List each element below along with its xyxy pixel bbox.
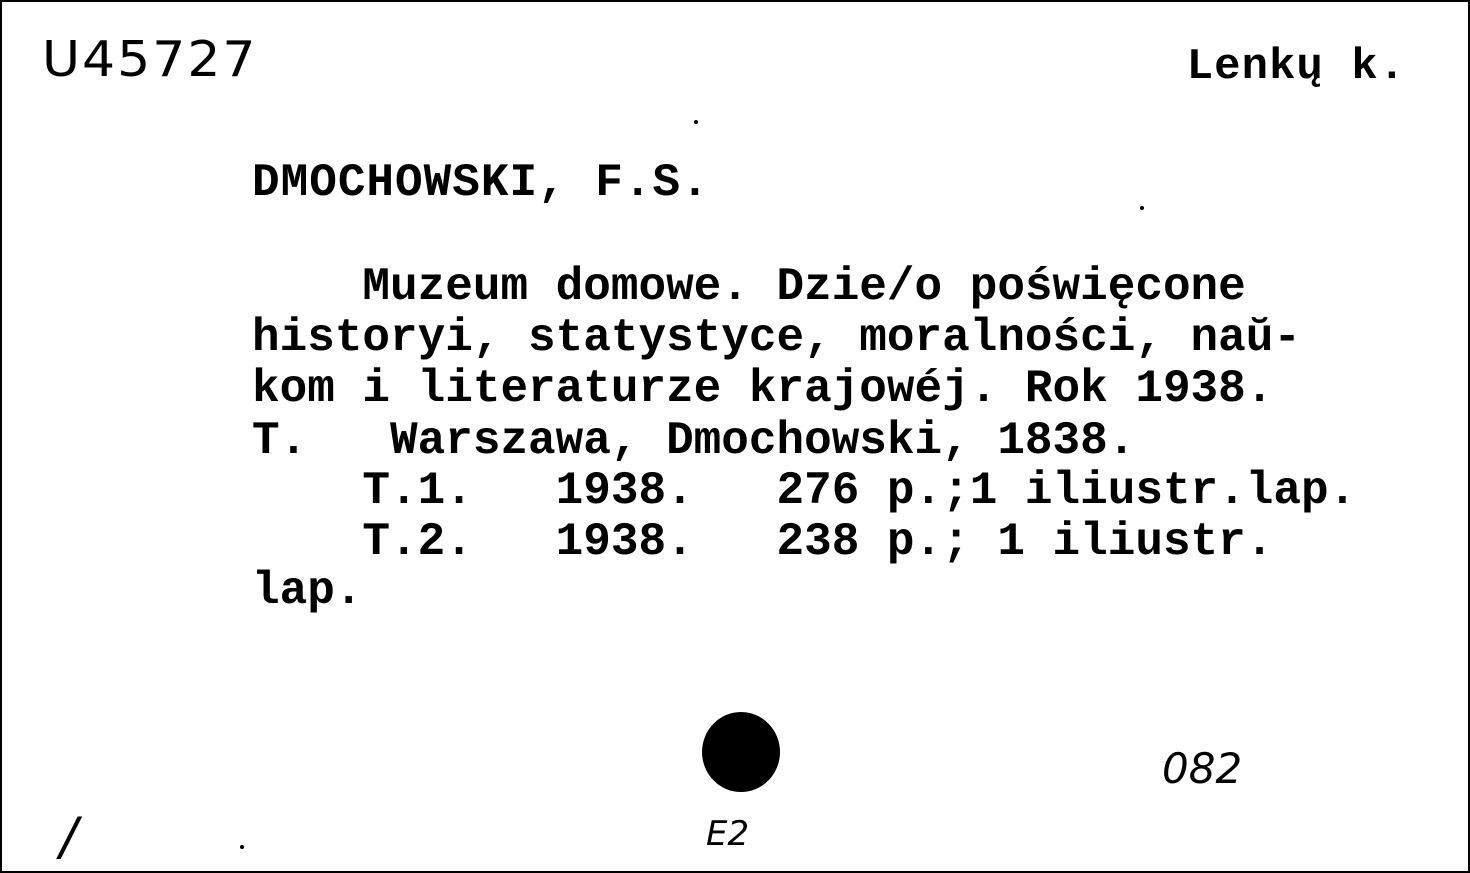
description-line: historyi, statystyce, moralności, naŭ-: [252, 312, 1301, 364]
margin-mark: /: [60, 807, 78, 867]
handwritten-code: 082: [1162, 744, 1243, 793]
collection-label: Lenkų k.: [1186, 42, 1406, 92]
description-line: lap.: [252, 565, 363, 617]
description-line: kom i literaturze krajowéj. Rok 1938.: [252, 363, 1274, 415]
description-line: T. Warszawa, Dmochowski, 1838.: [252, 415, 1136, 467]
punch-hole: [702, 712, 780, 792]
stamp-code: E2: [706, 814, 750, 854]
author-heading: DMOCHOWSKI, F.S.: [252, 157, 710, 209]
speck: [240, 845, 244, 849]
speck: [1140, 206, 1144, 210]
volume-line: T.1. 1938. 276 p.;1 iliustr.lap.: [252, 465, 1357, 517]
call-number: U45727: [42, 31, 258, 89]
description-line: Muzeum domowe. Dzie/o poświęcone: [252, 261, 1246, 313]
volume-line: T.2. 1938. 238 p.; 1 iliustr.: [252, 516, 1274, 568]
speck: [694, 120, 698, 124]
